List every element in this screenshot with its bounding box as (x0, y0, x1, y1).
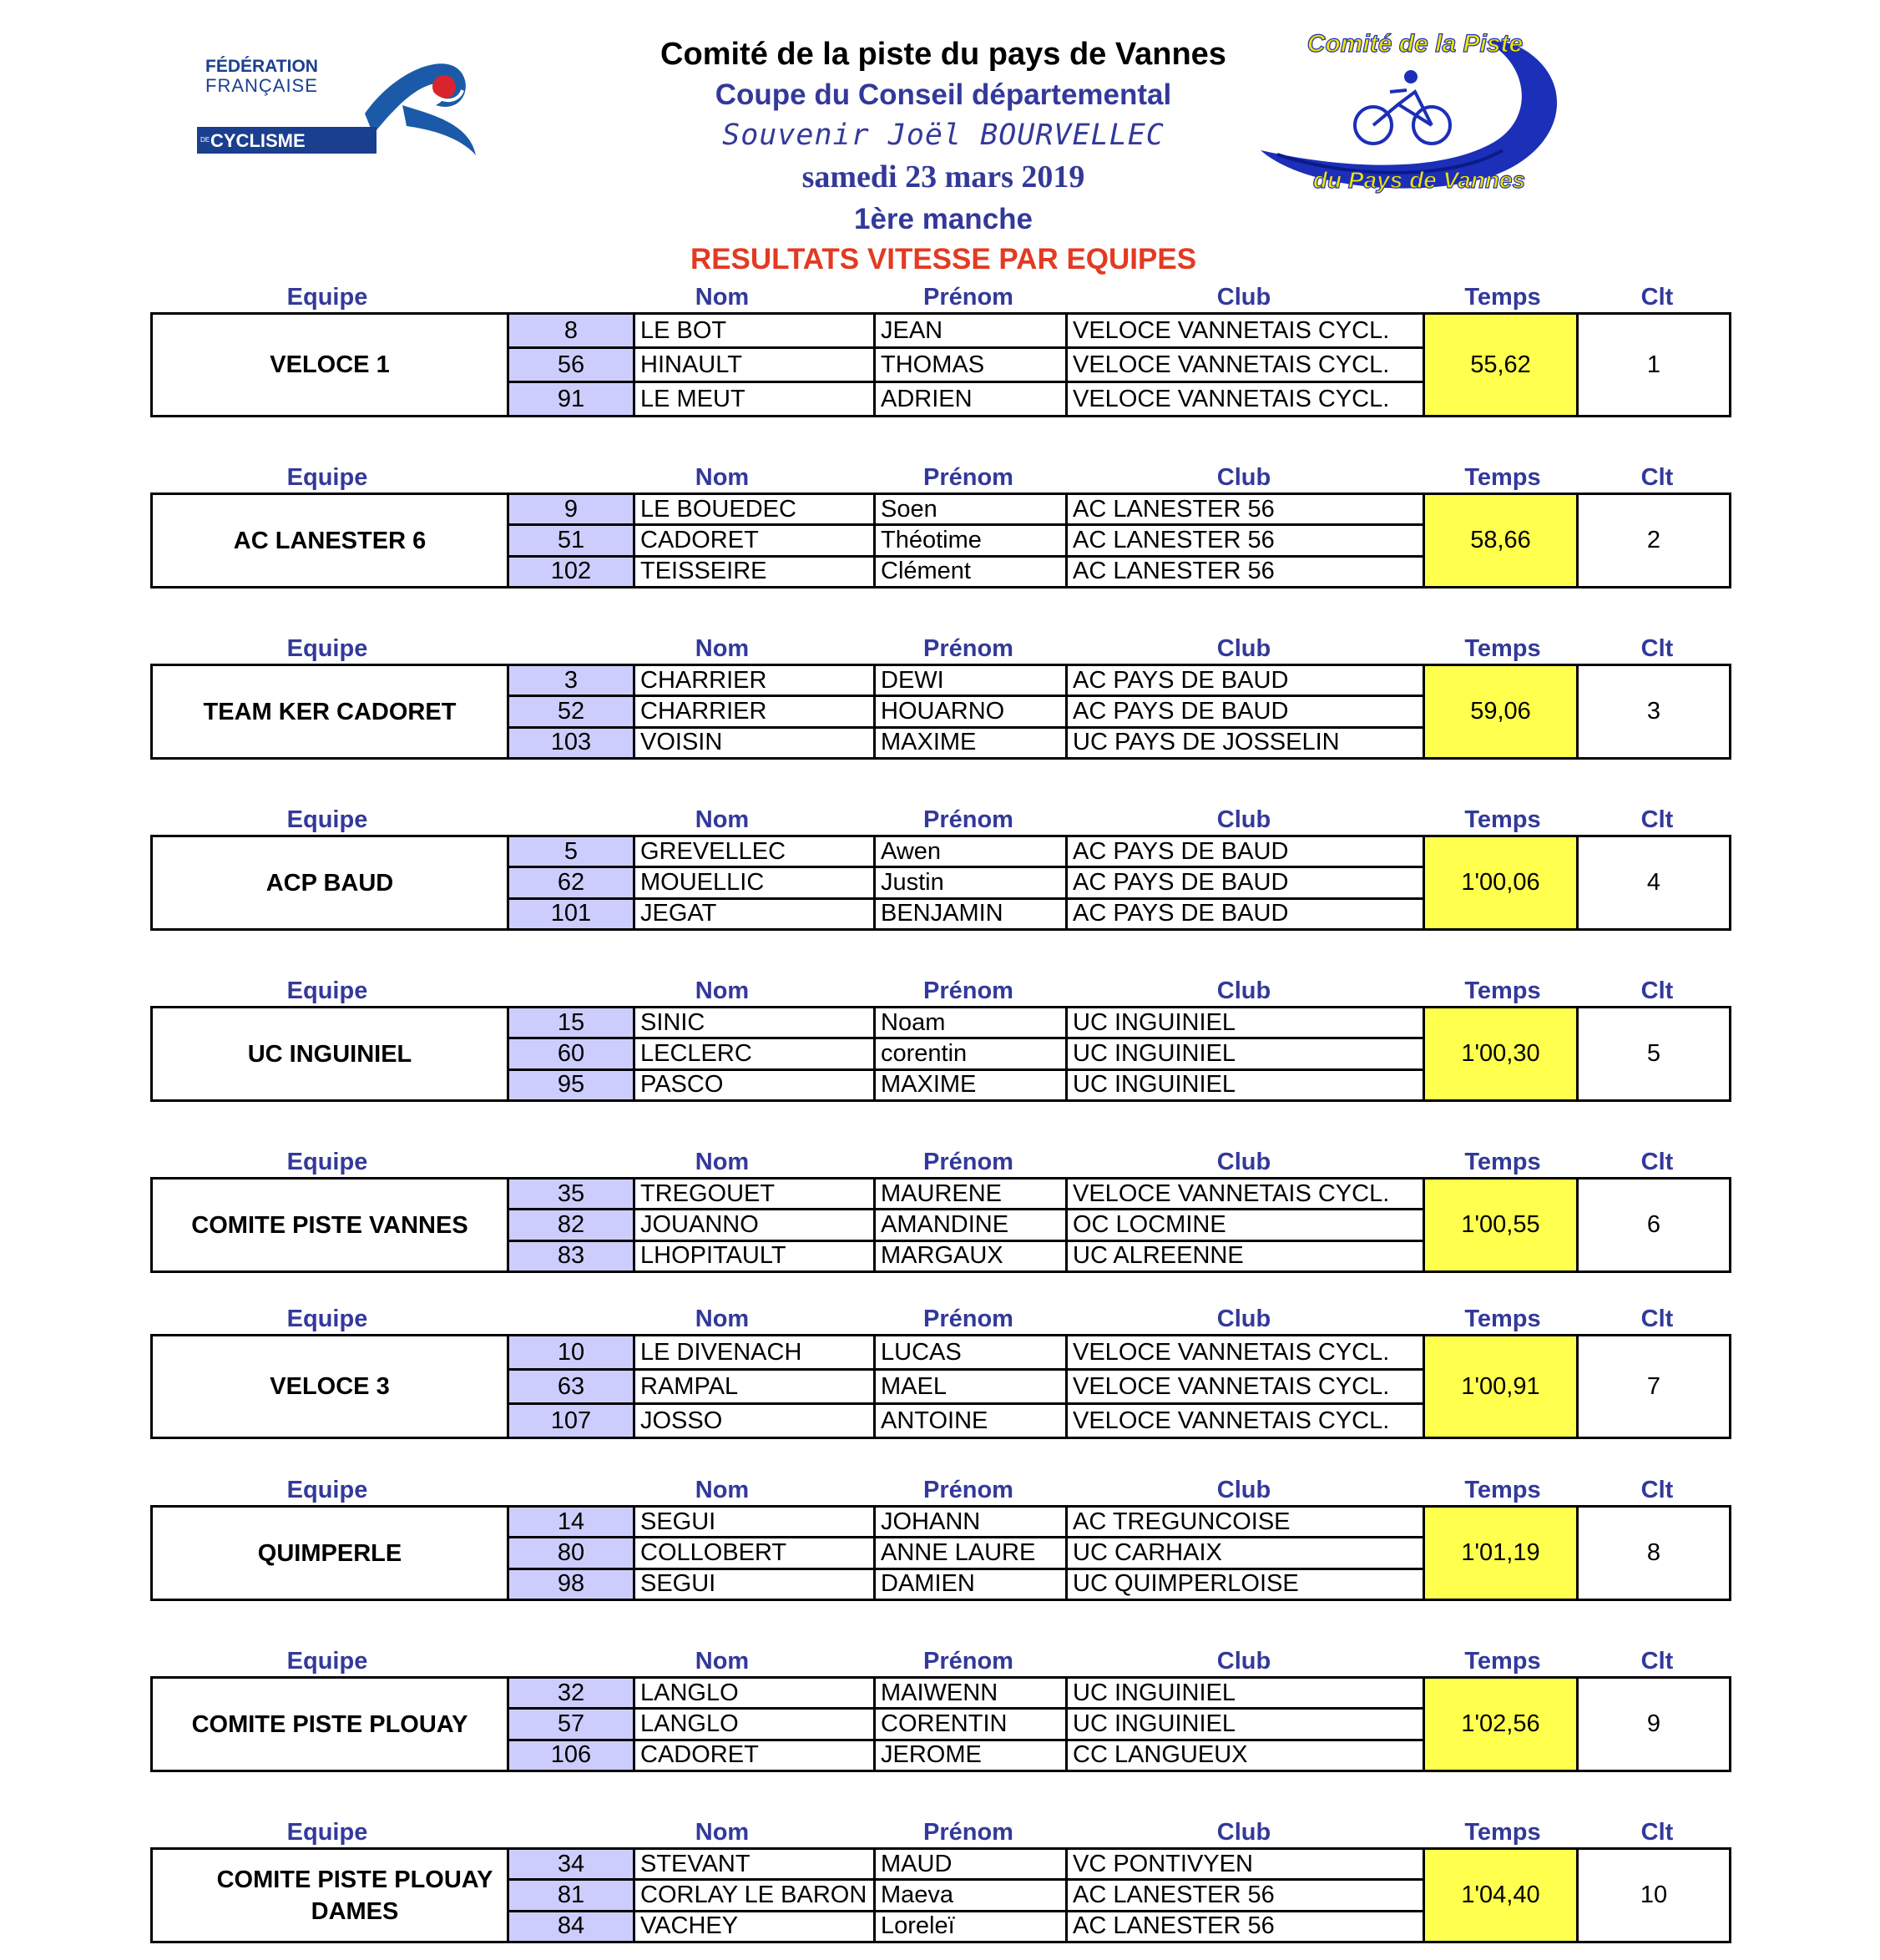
column-headers (150, 1646, 1731, 1676)
rider-club: AC PAYS DE BAUD (1073, 868, 1289, 896)
rider-rows (507, 1850, 1439, 1941)
rider-row (507, 1741, 1439, 1770)
rider-row (507, 1371, 1439, 1405)
rider-row (507, 1242, 1439, 1270)
rider-first-name: corentin (876, 1039, 1068, 1068)
team-name: COMITE PISTE PLOUAY (191, 1710, 468, 1738)
column-header-equipe: Equipe (286, 1477, 368, 1503)
rider-number: 8 (507, 315, 635, 346)
rider-first-name: BENJAMIN (876, 900, 1068, 928)
rider-last-name: CADORET (635, 526, 876, 554)
rider-last-name: CHARRIER (635, 666, 876, 695)
rider-number: 10 (507, 1336, 635, 1368)
column-header-nom: Nom (695, 464, 750, 491)
team-table (150, 1847, 1731, 1943)
rider-club: UC INGUINIEL (1073, 1008, 1236, 1036)
rider-last-name: MOUELLIC (635, 868, 876, 897)
rider-last-name: TEISSEIRE (635, 558, 876, 586)
column-header-equipe: Equipe (286, 1149, 368, 1175)
team-table (150, 1505, 1731, 1601)
rider-number: 32 (507, 1679, 635, 1707)
rider-number: 103 (507, 729, 635, 757)
rider-row (507, 1008, 1439, 1039)
rider-number: 102 (507, 558, 635, 586)
rider-club: VELOCE VANNETAIS CYCL. (1073, 1372, 1390, 1400)
team-block (150, 462, 1731, 589)
team-rank: 1 (1646, 351, 1661, 378)
rider-first-name: Soen (876, 495, 1068, 523)
rider-number: 57 (507, 1710, 635, 1738)
rider-club: UC INGUINIEL (1073, 1071, 1236, 1099)
team-table (150, 1177, 1731, 1273)
column-headers (150, 805, 1731, 835)
column-header-nom: Nom (695, 1648, 750, 1675)
rider-club: AC LANESTER 56 (1073, 526, 1275, 553)
team-block (150, 1817, 1731, 1943)
rider-row (507, 349, 1439, 383)
team-time: 1'00,55 (1423, 1180, 1579, 1270)
team-block (150, 805, 1731, 931)
souvenir-line: Souvenir Joël BOURVELLEC (722, 119, 1165, 152)
rider-first-name: JEROME (876, 1741, 1068, 1770)
team-name: AC LANESTER 6 (233, 527, 427, 554)
rider-last-name: PASCO (635, 1071, 876, 1099)
column-header-nom: Nom (695, 1149, 750, 1175)
rider-number: 56 (507, 349, 635, 381)
rider-club: VC PONTIVYEN (1073, 1850, 1253, 1877)
column-header-prenom: Prénom (923, 1149, 1013, 1175)
rider-row (507, 558, 1439, 586)
rider-club: AC TREGUNCOISE (1073, 1508, 1291, 1535)
column-header-temps: Temps (1464, 977, 1541, 1004)
rider-last-name: TREGOUET (635, 1180, 876, 1208)
column-headers (150, 1304, 1731, 1334)
rider-first-name: Maeva (876, 1881, 1068, 1909)
rider-first-name: Awen (876, 837, 1068, 866)
column-header-temps: Temps (1464, 1819, 1541, 1846)
team-name: COMITE PISTE PLOUAY DAMES (216, 1866, 493, 1925)
rider-club: AC PAYS DE BAUD (1073, 697, 1289, 725)
column-header-clt: Clt (1640, 806, 1674, 833)
rider-first-name: LUCAS (876, 1336, 1068, 1368)
rider-number: 9 (507, 495, 635, 523)
rider-club: AC PAYS DE BAUD (1073, 900, 1289, 927)
rider-row (507, 1538, 1439, 1569)
page-header (0, 0, 1880, 284)
rider-first-name: JOHANN (876, 1508, 1068, 1536)
rider-number: 98 (507, 1570, 635, 1599)
team-name: VELOCE 3 (270, 1373, 390, 1400)
rider-row (507, 697, 1439, 728)
rider-last-name: CADORET (635, 1741, 876, 1770)
column-header-prenom: Prénom (923, 806, 1013, 833)
rider-last-name: LECLERC (635, 1039, 876, 1068)
rider-number: 81 (507, 1881, 635, 1909)
rider-number: 107 (507, 1405, 635, 1437)
rider-first-name: AMANDINE (876, 1210, 1068, 1239)
column-header-equipe: Equipe (286, 635, 368, 662)
column-header-nom: Nom (695, 806, 750, 833)
ffc-logo-de: DE (200, 136, 210, 144)
ffc-logo-line3: CYCLISME (210, 130, 306, 151)
page-title: Comité de la piste du pays de Vannes (660, 37, 1226, 72)
rider-first-name: MARGAUX (876, 1242, 1068, 1270)
rider-row (507, 1508, 1439, 1538)
rider-first-name: DAMIEN (876, 1570, 1068, 1599)
rider-row (507, 1710, 1439, 1740)
rider-row (507, 495, 1439, 526)
column-header-prenom: Prénom (923, 977, 1013, 1004)
rider-club: VELOCE VANNETAIS CYCL. (1073, 1180, 1390, 1207)
rider-row (507, 1071, 1439, 1099)
rider-number: 84 (507, 1912, 635, 1941)
rider-rows (507, 1508, 1439, 1599)
team-table (150, 493, 1731, 589)
rider-row (507, 1039, 1439, 1070)
rider-first-name: MAXIME (876, 1071, 1068, 1099)
rider-number: 91 (507, 383, 635, 415)
team-rank: 4 (1646, 869, 1661, 896)
team-block (150, 282, 1731, 417)
team-block (150, 1475, 1731, 1601)
team-time: 1'00,30 (1423, 1008, 1579, 1099)
rider-first-name: MAUD (876, 1850, 1068, 1878)
team-block (150, 1646, 1731, 1772)
rider-first-name: JEAN (876, 315, 1068, 346)
rider-club: AC PAYS DE BAUD (1073, 666, 1289, 694)
rider-first-name: CORENTIN (876, 1710, 1068, 1738)
team-name: COMITE PISTE VANNES (191, 1211, 468, 1239)
column-header-club: Club (1216, 1648, 1271, 1675)
column-header-prenom: Prénom (923, 1477, 1013, 1503)
team-rank: 6 (1646, 1211, 1661, 1238)
rider-first-name: ANTOINE (876, 1405, 1068, 1437)
rider-last-name: CHARRIER (635, 697, 876, 725)
team-time: 1'04,40 (1423, 1850, 1579, 1941)
ffc-logo (194, 55, 478, 164)
rider-club: VELOCE VANNETAIS CYCL. (1073, 351, 1390, 378)
results-heading: RESULTATS VITESSE PAR EQUIPES (690, 243, 1197, 275)
rider-number: 15 (507, 1008, 635, 1037)
rider-number: 60 (507, 1039, 635, 1068)
team-name: QUIMPERLE (257, 1539, 402, 1567)
rider-number: 82 (507, 1210, 635, 1239)
rider-club: UC PAYS DE JOSSELIN (1073, 729, 1340, 756)
column-header-prenom: Prénom (923, 1306, 1013, 1332)
rider-first-name: Justin (876, 868, 1068, 897)
event-date: samedi 23 mars 2019 (801, 159, 1085, 194)
rider-rows (507, 315, 1439, 415)
column-header-clt: Clt (1640, 1477, 1674, 1503)
column-header-nom: Nom (695, 635, 750, 662)
column-header-temps: Temps (1464, 635, 1541, 662)
rider-last-name: JOSSO (635, 1405, 876, 1437)
team-block (150, 634, 1731, 760)
rider-club: AC LANESTER 56 (1073, 495, 1275, 523)
column-header-club: Club (1216, 284, 1271, 311)
column-header-temps: Temps (1464, 1477, 1541, 1503)
column-header-club: Club (1216, 464, 1271, 491)
rider-number: 80 (507, 1538, 635, 1567)
column-header-equipe: Equipe (286, 284, 368, 311)
rider-club: AC PAYS DE BAUD (1073, 837, 1289, 865)
column-header-club: Club (1216, 1306, 1271, 1332)
rider-row (507, 1180, 1439, 1210)
rider-last-name: LANGLO (635, 1679, 876, 1707)
rider-last-name: LE BOT (635, 315, 876, 346)
team-time: 1'02,56 (1423, 1679, 1579, 1770)
rider-last-name: LHOPITAULT (635, 1242, 876, 1270)
rider-number: 52 (507, 697, 635, 725)
column-header-clt: Clt (1640, 1648, 1674, 1675)
team-table (150, 835, 1731, 931)
column-header-prenom: Prénom (923, 635, 1013, 662)
rider-last-name: SINIC (635, 1008, 876, 1037)
column-header-nom: Nom (695, 1477, 750, 1503)
rider-club: UC INGUINIEL (1073, 1679, 1236, 1706)
rider-last-name: STEVANT (635, 1850, 876, 1878)
column-headers (150, 1147, 1731, 1177)
column-header-clt: Clt (1640, 464, 1674, 491)
column-header-clt: Clt (1640, 1819, 1674, 1846)
rider-row (507, 315, 1439, 349)
column-header-temps: Temps (1464, 464, 1541, 491)
column-headers (150, 634, 1731, 664)
column-header-equipe: Equipe (286, 464, 368, 491)
rider-row (507, 383, 1439, 415)
rider-first-name: ADRIEN (876, 383, 1068, 415)
rider-number: 3 (507, 666, 635, 695)
rider-number: 106 (507, 1741, 635, 1770)
team-rank: 2 (1646, 527, 1661, 553)
column-header-equipe: Equipe (286, 1306, 368, 1332)
round-label: 1ère manche (853, 203, 1033, 235)
comite-logo-bottom-text: du Pays de Vannes (1312, 167, 1526, 193)
rider-last-name: HINAULT (635, 349, 876, 381)
rider-first-name: HOUARNO (876, 697, 1068, 725)
rider-rows (507, 1180, 1439, 1270)
rider-number: 95 (507, 1071, 635, 1099)
column-header-equipe: Equipe (286, 977, 368, 1004)
rider-last-name: GREVELLEC (635, 837, 876, 866)
team-rank: 8 (1646, 1539, 1661, 1566)
rider-last-name: CORLAY LE BARON (635, 1881, 876, 1909)
rider-row (507, 729, 1439, 757)
rider-first-name: DEWI (876, 666, 1068, 695)
rider-club: UC CARHAIX (1073, 1538, 1222, 1566)
team-rank: 9 (1646, 1710, 1661, 1737)
team-name: TEAM KER CADORET (203, 698, 457, 725)
team-time: 1'00,06 (1423, 837, 1579, 928)
rider-number: 14 (507, 1508, 635, 1536)
column-header-equipe: Equipe (286, 1648, 368, 1675)
column-header-clt: Clt (1640, 1306, 1674, 1332)
column-header-temps: Temps (1464, 284, 1541, 311)
column-header-clt: Clt (1640, 284, 1674, 311)
rider-row (507, 900, 1439, 928)
column-headers (150, 1475, 1731, 1505)
column-headers (150, 462, 1731, 493)
team-name: UC INGUINIEL (247, 1040, 412, 1068)
rider-last-name: VACHEY (635, 1912, 876, 1941)
team-table (150, 1676, 1731, 1772)
rider-last-name: LE BOUEDEC (635, 495, 876, 523)
team-rank: 5 (1646, 1040, 1661, 1067)
rider-last-name: RAMPAL (635, 1371, 876, 1402)
team-block (150, 1147, 1731, 1273)
team-time: 1'01,19 (1423, 1508, 1579, 1599)
rider-rows (507, 495, 1439, 586)
rider-number: 83 (507, 1242, 635, 1270)
rider-number: 62 (507, 868, 635, 897)
rider-club: CC LANGUEUX (1073, 1741, 1248, 1769)
rider-number: 34 (507, 1850, 635, 1878)
rider-first-name: THOMAS (876, 349, 1068, 381)
rider-last-name: VOISIN (635, 729, 876, 757)
team-block (150, 976, 1731, 1102)
competition-name: Coupe du Conseil départemental (715, 78, 1172, 111)
rider-club: AC LANESTER 56 (1073, 1881, 1275, 1908)
rider-last-name: SEGUI (635, 1570, 876, 1599)
rider-last-name: COLLOBERT (635, 1538, 876, 1567)
column-header-club: Club (1216, 977, 1271, 1004)
team-table (150, 312, 1731, 417)
rider-number: 35 (507, 1180, 635, 1208)
rider-last-name: LE DIVENACH (635, 1336, 876, 1368)
column-header-clt: Clt (1640, 635, 1674, 662)
column-header-clt: Clt (1640, 1149, 1674, 1175)
rider-row (507, 1570, 1439, 1599)
column-header-temps: Temps (1464, 1306, 1541, 1332)
column-header-temps: Temps (1464, 1648, 1541, 1675)
rider-rows (507, 666, 1439, 757)
rider-rows (507, 837, 1439, 928)
rider-club: UC ALREENNE (1073, 1242, 1244, 1270)
comite-logo-top-text: Comité de la Piste (1306, 30, 1524, 58)
team-time: 59,06 (1423, 666, 1579, 757)
column-header-club: Club (1216, 1819, 1271, 1846)
rider-club: VELOCE VANNETAIS CYCL. (1073, 316, 1390, 344)
team-rank: 10 (1640, 1882, 1668, 1908)
title-block (568, 33, 1319, 279)
rider-club: UC INGUINIEL (1073, 1710, 1236, 1737)
column-header-nom: Nom (695, 1819, 750, 1846)
team-name: ACP BAUD (265, 869, 394, 897)
rider-last-name: SEGUI (635, 1508, 876, 1536)
column-header-club: Club (1216, 635, 1271, 662)
rider-row (507, 1850, 1439, 1881)
rider-rows (507, 1679, 1439, 1770)
rider-row (507, 1405, 1439, 1437)
column-header-equipe: Equipe (286, 806, 368, 833)
column-header-prenom: Prénom (923, 284, 1013, 311)
team-rank: 3 (1646, 698, 1661, 725)
rider-club: UC INGUINIEL (1073, 1039, 1236, 1067)
rider-row (507, 1210, 1439, 1241)
column-header-prenom: Prénom (923, 464, 1013, 491)
team-time: 58,66 (1423, 495, 1579, 586)
column-header-equipe: Equipe (286, 1819, 368, 1846)
rider-number: 51 (507, 526, 635, 554)
rider-club: VELOCE VANNETAIS CYCL. (1073, 385, 1390, 412)
comite-piste-logo (1252, 25, 1578, 200)
column-header-temps: Temps (1464, 1149, 1541, 1175)
team-name: VELOCE 1 (270, 351, 390, 378)
rider-club: VELOCE VANNETAIS CYCL. (1073, 1407, 1390, 1434)
team-table (150, 664, 1731, 760)
rider-club: VELOCE VANNETAIS CYCL. (1073, 1338, 1390, 1366)
column-header-prenom: Prénom (923, 1819, 1013, 1846)
rider-last-name: LANGLO (635, 1710, 876, 1738)
rider-first-name: MAURENE (876, 1180, 1068, 1208)
column-header-clt: Clt (1640, 977, 1674, 1004)
ffc-logo-line2: FRANÇAISE (205, 75, 318, 96)
rider-club: OC LOCMINE (1073, 1210, 1226, 1238)
column-header-nom: Nom (695, 977, 750, 1004)
rider-first-name: MAXIME (876, 729, 1068, 757)
rider-number: 63 (507, 1371, 635, 1402)
rider-last-name: LE MEUT (635, 383, 876, 415)
rider-last-name: JEGAT (635, 900, 876, 928)
rider-row (507, 1679, 1439, 1710)
rider-first-name: ANNE LAURE (876, 1538, 1068, 1567)
team-rank: 7 (1646, 1372, 1661, 1400)
column-headers (150, 1817, 1731, 1847)
rider-club: UC QUIMPERLOISE (1073, 1570, 1299, 1598)
ffc-logo-line1: FÉDÉRATION (205, 57, 318, 76)
rider-first-name: MAEL (876, 1371, 1068, 1402)
team-table (150, 1334, 1731, 1439)
rider-number: 101 (507, 900, 635, 928)
rider-row (507, 1912, 1439, 1941)
column-header-club: Club (1216, 1477, 1271, 1503)
team-block (150, 1304, 1731, 1439)
rider-first-name: Noam (876, 1008, 1068, 1037)
rider-rows (507, 1336, 1439, 1437)
team-time: 1'00,91 (1423, 1336, 1579, 1437)
team-table (150, 1006, 1731, 1102)
rider-club: AC LANESTER 56 (1073, 1912, 1275, 1940)
rider-rows (507, 1008, 1439, 1099)
column-headers (150, 976, 1731, 1006)
column-header-prenom: Prénom (923, 1648, 1013, 1675)
rider-row (507, 1336, 1439, 1371)
rider-row (507, 868, 1439, 899)
rider-number: 5 (507, 837, 635, 866)
rider-club: AC LANESTER 56 (1073, 558, 1275, 585)
column-header-nom: Nom (695, 284, 750, 311)
rider-row (507, 837, 1439, 868)
column-header-nom: Nom (695, 1306, 750, 1332)
team-time: 55,62 (1423, 315, 1579, 415)
column-header-club: Club (1216, 1149, 1271, 1175)
rider-last-name: JOUANNO (635, 1210, 876, 1239)
column-header-club: Club (1216, 806, 1271, 833)
rider-row (507, 526, 1439, 557)
column-header-temps: Temps (1464, 806, 1541, 833)
rider-first-name: Théotime (876, 526, 1068, 554)
rider-first-name: Loreleï (876, 1912, 1068, 1941)
column-headers (150, 282, 1731, 312)
rider-row (507, 666, 1439, 697)
rider-row (507, 1881, 1439, 1912)
rider-first-name: Clément (876, 558, 1068, 586)
rider-first-name: MAIWENN (876, 1679, 1068, 1707)
